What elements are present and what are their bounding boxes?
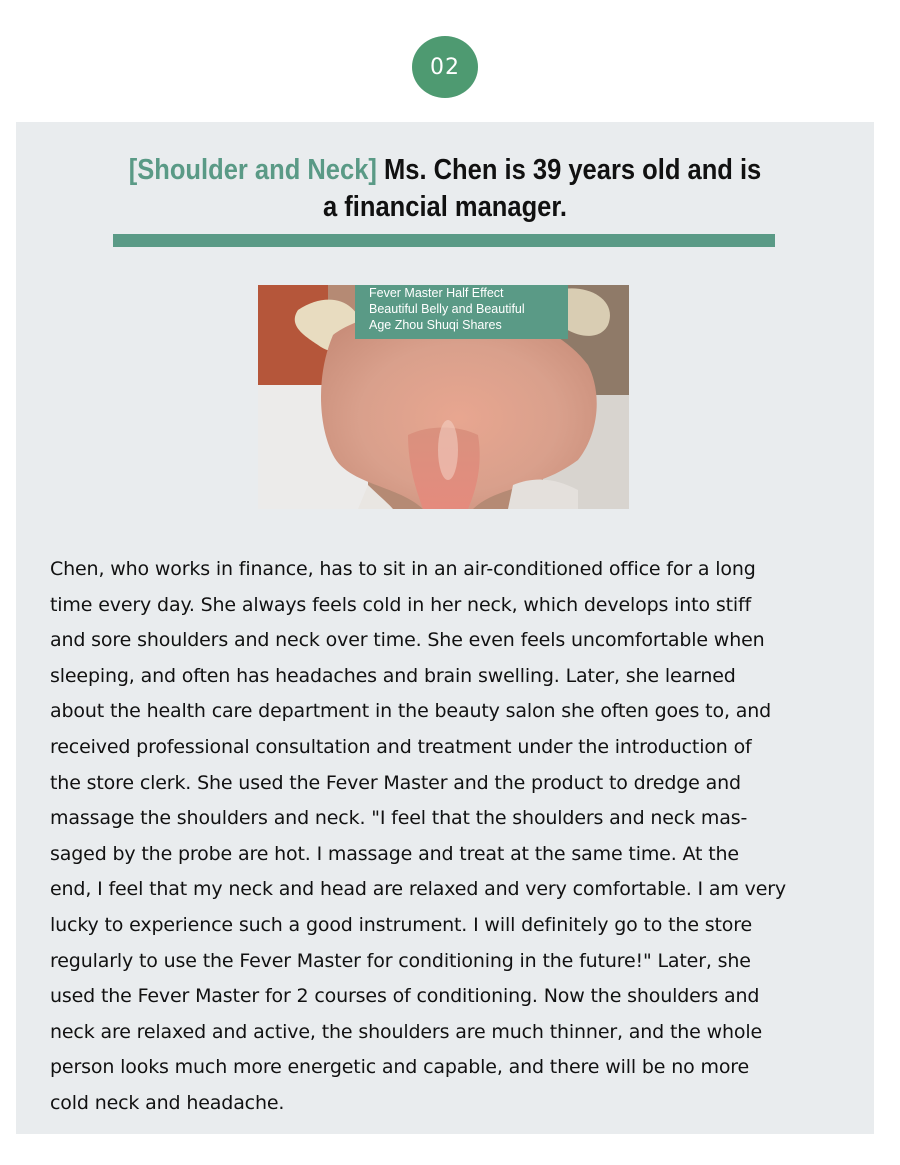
- body-line: end, I feel that my neck and head are relaxed and very comfortable. I am very: [50, 878, 787, 901]
- photo-caption: [355, 285, 568, 339]
- heading-divider: [113, 234, 775, 247]
- body-line: cold neck and headache.: [50, 1091, 285, 1114]
- section-number: 02: [430, 54, 460, 80]
- testimonial-card: [16, 122, 874, 1134]
- body-line: the store clerk. She used the Fever Master and the product to dredge and: [50, 771, 741, 794]
- photo-caption-line: Beautiful Belly and Beautiful: [369, 302, 525, 316]
- body-line: sleeping, and often has headaches and brain swelling. Later, she learned: [50, 664, 736, 687]
- testimonial-body: [50, 552, 868, 1122]
- body-line: time every day. She always feels cold in her neck, which develops into stiff: [50, 593, 752, 616]
- body-line: neck are relaxed and active, the shoulders are much thinner, and the whole: [50, 1020, 763, 1043]
- heading-category-tag: [Shoulder and Neck]: [128, 154, 377, 186]
- body-line: and sore shoulders and neck over time. She even feels uncomfortable when: [50, 629, 765, 652]
- section-number-badge: [412, 36, 478, 98]
- photo-caption-line: Age Zhou Shuqi Shares: [369, 318, 502, 332]
- body-line: used the Fever Master for 2 courses of conditioning. Now the shoulders and: [50, 985, 760, 1008]
- body-line: massage the shoulders and neck. "I feel that the shoulders and neck mas-: [50, 807, 748, 830]
- heading-line-2: a financial manager.: [323, 191, 567, 223]
- treatment-photo: [258, 285, 629, 509]
- body-line: lucky to experience such a good instrument. I will definitely go to the store: [50, 913, 753, 936]
- body-line: Chen, who works in finance, has to sit in an air-conditioned office for a long: [50, 558, 756, 580]
- body-line: about the health care department in the beauty salon she often goes to, and: [50, 700, 772, 723]
- body-line: person looks much more energetic and capable, and there will be no more: [50, 1056, 750, 1079]
- body-line: received professional consultation and treatment under the introduction of: [50, 735, 752, 758]
- testimonial-heading: [67, 152, 822, 226]
- photo-caption-line: Fever Master Half Effect: [369, 286, 504, 300]
- body-line: saged by the probe are hot. I massage and treat at the same time. At the: [50, 842, 739, 865]
- body-line: regularly to use the Fever Master for conditioning in the future!" Later, she: [50, 949, 751, 972]
- heading-line-1: Ms. Chen is 39 years old and is: [376, 154, 762, 186]
